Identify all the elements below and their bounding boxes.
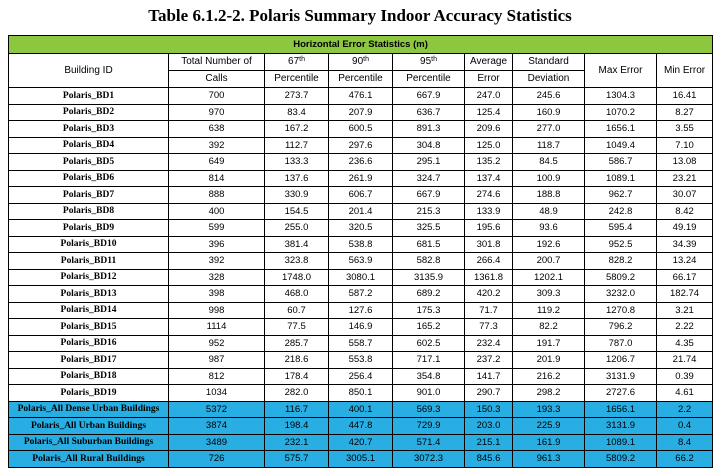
header-std-line1: Standard — [513, 54, 585, 71]
cell-min-error: 4.35 — [657, 335, 713, 352]
cell-total-calls: 599 — [169, 220, 265, 237]
cell-max-error: 2727.6 — [585, 385, 657, 402]
header-average-line1: Average — [465, 54, 513, 71]
header-max-error: Max Error — [585, 54, 657, 88]
cell-p67: 575.7 — [265, 451, 329, 468]
cell-p90: 558.7 — [329, 335, 393, 352]
cell-p67: 167.2 — [265, 121, 329, 138]
cell-p90: 476.1 — [329, 88, 393, 105]
cell-std-dev: 309.3 — [513, 286, 585, 303]
cell-p90: 146.9 — [329, 319, 393, 336]
cell-building-id: Polaris_BD15 — [9, 319, 169, 336]
cell-average-error: 71.7 — [465, 302, 513, 319]
cell-p90: 261.9 — [329, 170, 393, 187]
cell-total-calls: 398 — [169, 286, 265, 303]
cell-total-calls: 3489 — [169, 434, 265, 451]
table-row — [9, 286, 713, 303]
cell-p95: 571.4 — [393, 434, 465, 451]
cell-p67: 77.5 — [265, 319, 329, 336]
cell-total-calls: 1034 — [169, 385, 265, 402]
cell-max-error: 5809.2 — [585, 269, 657, 286]
accuracy-statistics-table — [8, 35, 713, 468]
cell-total-calls: 814 — [169, 170, 265, 187]
cell-building-id: Polaris_All Dense Urban Buildings — [9, 401, 169, 418]
cell-average-error: 845.6 — [465, 451, 513, 468]
cell-p90: 850.1 — [329, 385, 393, 402]
cell-p95: 325.5 — [393, 220, 465, 237]
cell-std-dev: 160.9 — [513, 104, 585, 121]
header-average-line2: Error — [465, 71, 513, 88]
cell-max-error: 1270.8 — [585, 302, 657, 319]
header-total-calls-line1: Total Number of — [169, 54, 265, 71]
cell-building-id: Polaris_BD18 — [9, 368, 169, 385]
cell-building-id: Polaris_BD7 — [9, 187, 169, 204]
cell-p67: 133.3 — [265, 154, 329, 171]
cell-p67: 330.9 — [265, 187, 329, 204]
header-std-line2: Deviation — [513, 71, 585, 88]
cell-building-id: Polaris_BD11 — [9, 253, 169, 270]
cell-min-error: 3.55 — [657, 121, 713, 138]
cell-average-error: 137.4 — [465, 170, 513, 187]
cell-max-error: 1089.1 — [585, 434, 657, 451]
cell-std-dev: 119.2 — [513, 302, 585, 319]
cell-p90: 447.8 — [329, 418, 393, 435]
cell-average-error: 266.4 — [465, 253, 513, 270]
cell-max-error: 796.2 — [585, 319, 657, 336]
table-row — [9, 104, 713, 121]
cell-p90: 3005.1 — [329, 451, 393, 468]
cell-max-error: 1304.3 — [585, 88, 657, 105]
cell-p95: 602.5 — [393, 335, 465, 352]
cell-min-error: 21.74 — [657, 352, 713, 369]
cell-average-error: 232.4 — [465, 335, 513, 352]
header-p67: 67th — [265, 54, 329, 71]
table-row — [9, 220, 713, 237]
cell-average-error: 125.4 — [465, 104, 513, 121]
cell-total-calls: 392 — [169, 137, 265, 154]
table-row — [9, 302, 713, 319]
table-row — [9, 203, 713, 220]
cell-p95: 3072.3 — [393, 451, 465, 468]
cell-min-error: 8.4 — [657, 434, 713, 451]
cell-p95: 667.9 — [393, 88, 465, 105]
cell-p67: 255.0 — [265, 220, 329, 237]
cell-average-error: 290.7 — [465, 385, 513, 402]
cell-p95: 3135.9 — [393, 269, 465, 286]
cell-p95: 689.2 — [393, 286, 465, 303]
cell-p67: 218.6 — [265, 352, 329, 369]
cell-p90: 400.1 — [329, 401, 393, 418]
cell-p67: 137.6 — [265, 170, 329, 187]
cell-average-error: 237.2 — [465, 352, 513, 369]
cell-p67: 116.7 — [265, 401, 329, 418]
cell-p67: 1748.0 — [265, 269, 329, 286]
cell-average-error: 301.8 — [465, 236, 513, 253]
cell-p90: 538.8 — [329, 236, 393, 253]
cell-p67: 178.4 — [265, 368, 329, 385]
table-band-row — [9, 36, 713, 54]
cell-min-error: 0.39 — [657, 368, 713, 385]
header-p90: 90th — [329, 54, 393, 71]
table-row — [9, 269, 713, 286]
cell-min-error: 66.17 — [657, 269, 713, 286]
cell-std-dev: 191.7 — [513, 335, 585, 352]
cell-std-dev: 245.6 — [513, 88, 585, 105]
cell-p95: 636.7 — [393, 104, 465, 121]
cell-total-calls: 970 — [169, 104, 265, 121]
cell-p90: 201.4 — [329, 203, 393, 220]
cell-total-calls: 328 — [169, 269, 265, 286]
cell-total-calls: 1114 — [169, 319, 265, 336]
cell-std-dev: 48.9 — [513, 203, 585, 220]
table-row — [9, 88, 713, 105]
cell-p95: 304.8 — [393, 137, 465, 154]
table-row — [9, 236, 713, 253]
cell-p90: 207.9 — [329, 104, 393, 121]
cell-std-dev: 100.9 — [513, 170, 585, 187]
cell-min-error: 3.21 — [657, 302, 713, 319]
table-row — [9, 335, 713, 352]
cell-max-error: 787.0 — [585, 335, 657, 352]
cell-p95: 582.8 — [393, 253, 465, 270]
cell-average-error: 274.6 — [465, 187, 513, 204]
cell-building-id: Polaris_All Urban Buildings — [9, 418, 169, 435]
cell-building-id: Polaris_BD9 — [9, 220, 169, 237]
cell-p67: 468.0 — [265, 286, 329, 303]
cell-p95: 681.5 — [393, 236, 465, 253]
cell-building-id: Polaris_All Suburban Buildings — [9, 434, 169, 451]
cell-p90: 553.8 — [329, 352, 393, 369]
cell-total-calls: 812 — [169, 368, 265, 385]
cell-building-id: Polaris_BD19 — [9, 385, 169, 402]
cell-p95: 175.3 — [393, 302, 465, 319]
cell-max-error: 1206.7 — [585, 352, 657, 369]
table-row — [9, 368, 713, 385]
cell-min-error: 2.2 — [657, 401, 713, 418]
cell-average-error: 209.6 — [465, 121, 513, 138]
table-row — [9, 352, 713, 369]
page-title: Table 6.1.2-2. Polaris Summary Indoor Accuracy Statistics — [148, 6, 572, 25]
cell-p95: 717.1 — [393, 352, 465, 369]
aggregate-row — [9, 451, 713, 468]
cell-p67: 282.0 — [265, 385, 329, 402]
header-percentile-95: Percentile — [393, 71, 465, 88]
cell-min-error: 4.61 — [657, 385, 713, 402]
cell-p67: 60.7 — [265, 302, 329, 319]
cell-average-error: 77.3 — [465, 319, 513, 336]
cell-building-id: Polaris_BD10 — [9, 236, 169, 253]
table-row — [9, 385, 713, 402]
table-row — [9, 121, 713, 138]
cell-average-error: 125.0 — [465, 137, 513, 154]
cell-max-error: 3131.9 — [585, 368, 657, 385]
cell-p67: 198.4 — [265, 418, 329, 435]
cell-p95: 354.8 — [393, 368, 465, 385]
cell-building-id: Polaris_BD17 — [9, 352, 169, 369]
cell-total-calls: 400 — [169, 203, 265, 220]
cell-max-error: 595.4 — [585, 220, 657, 237]
cell-min-error: 23.21 — [657, 170, 713, 187]
cell-total-calls: 3874 — [169, 418, 265, 435]
cell-p67: 112.7 — [265, 137, 329, 154]
cell-p67: 154.5 — [265, 203, 329, 220]
cell-total-calls: 726 — [169, 451, 265, 468]
table-row — [9, 170, 713, 187]
cell-building-id: Polaris_BD12 — [9, 269, 169, 286]
cell-max-error: 1070.2 — [585, 104, 657, 121]
cell-std-dev: 82.2 — [513, 319, 585, 336]
cell-min-error: 16.41 — [657, 88, 713, 105]
cell-average-error: 247.0 — [465, 88, 513, 105]
cell-std-dev: 188.8 — [513, 187, 585, 204]
cell-max-error: 586.7 — [585, 154, 657, 171]
cell-building-id: Polaris_BD6 — [9, 170, 169, 187]
cell-min-error: 13.08 — [657, 154, 713, 171]
cell-std-dev: 961.3 — [513, 451, 585, 468]
cell-average-error: 215.1 — [465, 434, 513, 451]
cell-average-error: 141.7 — [465, 368, 513, 385]
cell-building-id: Polaris_BD13 — [9, 286, 169, 303]
cell-total-calls: 700 — [169, 88, 265, 105]
aggregate-row — [9, 401, 713, 418]
table-row — [9, 137, 713, 154]
table-row — [9, 187, 713, 204]
cell-min-error: 7.10 — [657, 137, 713, 154]
cell-std-dev: 84.5 — [513, 154, 585, 171]
cell-min-error: 8.27 — [657, 104, 713, 121]
cell-building-id: Polaris_BD4 — [9, 137, 169, 154]
cell-p95: 165.2 — [393, 319, 465, 336]
table-row — [9, 253, 713, 270]
cell-max-error: 1049.4 — [585, 137, 657, 154]
cell-std-dev: 193.3 — [513, 401, 585, 418]
cell-std-dev: 161.9 — [513, 434, 585, 451]
cell-p90: 127.6 — [329, 302, 393, 319]
cell-p90: 587.2 — [329, 286, 393, 303]
header-min-error: Min Error — [657, 54, 713, 88]
cell-p95: 667.9 — [393, 187, 465, 204]
cell-building-id: Polaris_BD16 — [9, 335, 169, 352]
cell-building-id: Polaris_BD8 — [9, 203, 169, 220]
cell-std-dev: 93.6 — [513, 220, 585, 237]
cell-min-error: 182.74 — [657, 286, 713, 303]
cell-average-error: 195.6 — [465, 220, 513, 237]
cell-std-dev: 1202.1 — [513, 269, 585, 286]
cell-building-id: Polaris_All Rural Buildings — [9, 451, 169, 468]
cell-min-error: 8.42 — [657, 203, 713, 220]
table-row — [9, 154, 713, 171]
cell-max-error: 962.7 — [585, 187, 657, 204]
cell-max-error: 952.5 — [585, 236, 657, 253]
cell-max-error: 5809.2 — [585, 451, 657, 468]
cell-average-error: 420.2 — [465, 286, 513, 303]
cell-min-error: 2.22 — [657, 319, 713, 336]
cell-p95: 891.3 — [393, 121, 465, 138]
cell-p67: 273.7 — [265, 88, 329, 105]
cell-p90: 563.9 — [329, 253, 393, 270]
cell-p90: 297.6 — [329, 137, 393, 154]
cell-p90: 256.4 — [329, 368, 393, 385]
cell-std-dev: 216.2 — [513, 368, 585, 385]
cell-max-error: 1656.1 — [585, 401, 657, 418]
cell-min-error: 13.24 — [657, 253, 713, 270]
cell-p67: 232.1 — [265, 434, 329, 451]
cell-p95: 215.3 — [393, 203, 465, 220]
cell-std-dev: 201.9 — [513, 352, 585, 369]
cell-building-id: Polaris_BD14 — [9, 302, 169, 319]
cell-std-dev: 192.6 — [513, 236, 585, 253]
cell-std-dev: 200.7 — [513, 253, 585, 270]
cell-max-error: 3232.0 — [585, 286, 657, 303]
cell-min-error: 34.39 — [657, 236, 713, 253]
cell-min-error: 30.07 — [657, 187, 713, 204]
cell-min-error: 0.4 — [657, 418, 713, 435]
cell-p95: 569.3 — [393, 401, 465, 418]
aggregate-row — [9, 418, 713, 435]
cell-total-calls: 998 — [169, 302, 265, 319]
cell-p90: 606.7 — [329, 187, 393, 204]
cell-min-error: 66.2 — [657, 451, 713, 468]
cell-p90: 420.7 — [329, 434, 393, 451]
cell-total-calls: 392 — [169, 253, 265, 270]
cell-total-calls: 952 — [169, 335, 265, 352]
cell-average-error: 135.2 — [465, 154, 513, 171]
cell-building-id: Polaris_BD5 — [9, 154, 169, 171]
cell-max-error: 3131.9 — [585, 418, 657, 435]
cell-total-calls: 649 — [169, 154, 265, 171]
cell-max-error: 1656.1 — [585, 121, 657, 138]
cell-std-dev: 277.0 — [513, 121, 585, 138]
cell-p90: 320.5 — [329, 220, 393, 237]
cell-total-calls: 5372 — [169, 401, 265, 418]
cell-p67: 285.7 — [265, 335, 329, 352]
cell-building-id: Polaris_BD3 — [9, 121, 169, 138]
cell-average-error: 203.0 — [465, 418, 513, 435]
table-row — [9, 319, 713, 336]
cell-average-error: 150.3 — [465, 401, 513, 418]
header-percentile-67: Percentile — [265, 71, 329, 88]
cell-total-calls: 987 — [169, 352, 265, 369]
cell-building-id: Polaris_BD2 — [9, 104, 169, 121]
header-percentile-90: Percentile — [329, 71, 393, 88]
cell-p95: 324.7 — [393, 170, 465, 187]
header-building-id: Building ID — [9, 54, 169, 88]
cell-max-error: 242.8 — [585, 203, 657, 220]
cell-average-error: 1361.8 — [465, 269, 513, 286]
aggregate-row — [9, 434, 713, 451]
cell-std-dev: 298.2 — [513, 385, 585, 402]
header-total-calls-line2: Calls — [169, 71, 265, 88]
cell-p67: 381.4 — [265, 236, 329, 253]
cell-p67: 83.4 — [265, 104, 329, 121]
cell-average-error: 133.9 — [465, 203, 513, 220]
cell-min-error: 49.19 — [657, 220, 713, 237]
header-row-1 — [9, 54, 713, 71]
cell-p90: 3080.1 — [329, 269, 393, 286]
cell-p90: 236.6 — [329, 154, 393, 171]
cell-max-error: 828.2 — [585, 253, 657, 270]
cell-total-calls: 888 — [169, 187, 265, 204]
cell-total-calls: 638 — [169, 121, 265, 138]
cell-p95: 729.9 — [393, 418, 465, 435]
cell-std-dev: 118.7 — [513, 137, 585, 154]
cell-p67: 323.8 — [265, 253, 329, 270]
cell-building-id: Polaris_BD1 — [9, 88, 169, 105]
header-p95: 95th — [393, 54, 465, 71]
cell-p95: 295.1 — [393, 154, 465, 171]
band-title: Horizontal Error Statistics (m) — [9, 36, 713, 54]
cell-p95: 901.0 — [393, 385, 465, 402]
cell-std-dev: 225.9 — [513, 418, 585, 435]
cell-p90: 600.5 — [329, 121, 393, 138]
cell-max-error: 1089.1 — [585, 170, 657, 187]
cell-total-calls: 396 — [169, 236, 265, 253]
